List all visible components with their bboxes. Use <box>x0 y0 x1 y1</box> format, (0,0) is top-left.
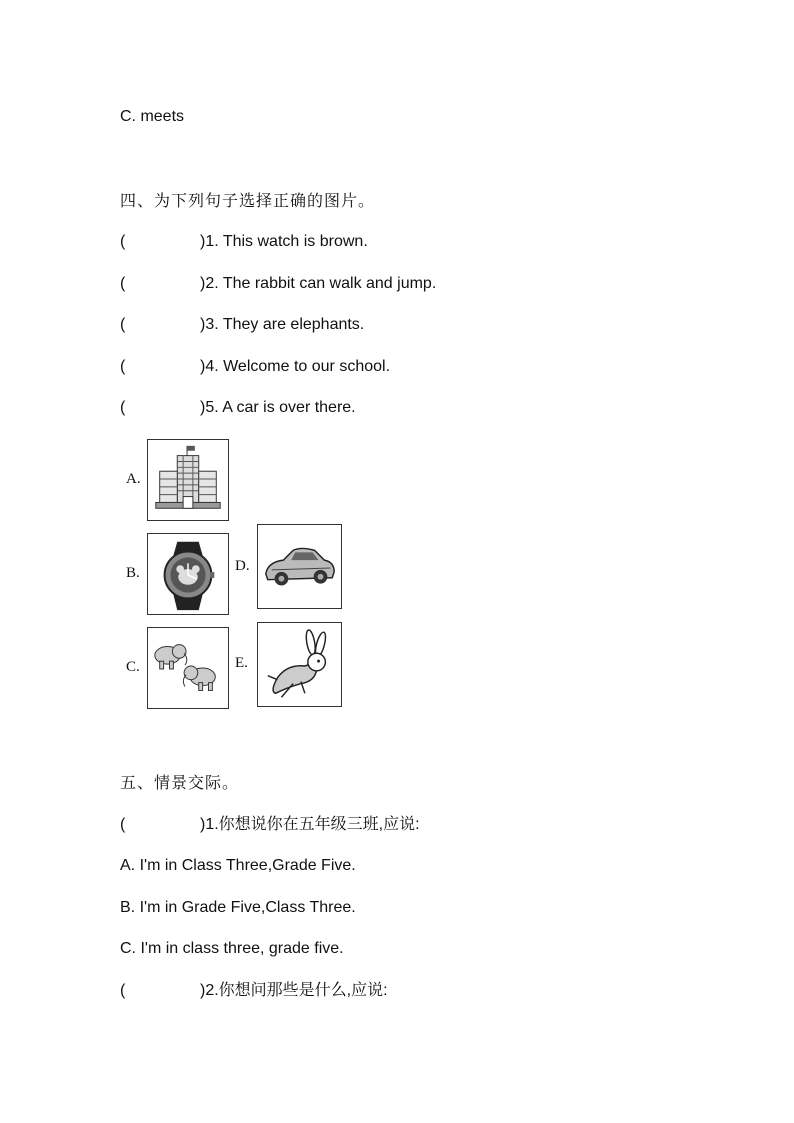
picture-b <box>147 533 229 615</box>
answer-blank[interactable]: ( <box>120 358 126 375</box>
answer-blank[interactable]: ( <box>120 982 126 999</box>
question-text: )2. The rabbit can walk and jump. <box>200 275 437 292</box>
section-five-heading: 五、情景交际。 <box>120 773 240 792</box>
section-four-heading: 四、为下列句子选择正确的图片。 <box>120 191 376 210</box>
question-text: )1.你想说你在五年级三班,应说: <box>200 816 420 833</box>
previous-option-c: C. meets <box>120 108 185 125</box>
picture-e-label: E. <box>235 655 248 671</box>
question-text: )2.你想问那些是什么,应说: <box>200 982 388 999</box>
picture-e <box>257 622 342 707</box>
school-building-icon <box>148 440 228 520</box>
situation-question-1 <box>120 815 420 835</box>
car-icon <box>258 525 341 608</box>
question-4-school <box>120 357 390 377</box>
answer-blank[interactable]: ( <box>120 399 126 416</box>
question-3-elephants <box>120 315 364 335</box>
picture-a <box>147 439 229 521</box>
rabbit-icon <box>258 623 341 706</box>
question-1-watch <box>120 232 368 252</box>
question-text: )3. They are elephants. <box>200 316 365 333</box>
answer-blank[interactable]: ( <box>120 816 126 833</box>
answer-blank[interactable]: ( <box>120 233 126 250</box>
situation-question-2 <box>120 981 388 1001</box>
picture-a-label: A. <box>126 471 141 487</box>
picture-c <box>147 627 229 709</box>
question-2-rabbit <box>120 274 436 294</box>
picture-b-label: B. <box>126 565 140 581</box>
picture-c-label: C. <box>126 659 140 675</box>
q1-option-c: C. I'm in class three, grade five. <box>120 940 344 957</box>
picture-d-label: D. <box>235 558 250 574</box>
q1-option-a: A. I'm in Class Three,Grade Five. <box>120 857 356 874</box>
question-text: )4. Welcome to our school. <box>200 358 391 375</box>
answer-blank[interactable]: ( <box>120 316 126 333</box>
elephants-icon <box>148 628 228 708</box>
question-5-car <box>120 398 356 418</box>
question-text: )5. A car is over there. <box>200 399 356 416</box>
picture-d <box>257 524 342 609</box>
wristwatch-icon <box>148 534 228 614</box>
q1-option-b: B. I'm in Grade Five,Class Three. <box>120 899 356 916</box>
question-text: )1. This watch is brown. <box>200 233 368 250</box>
answer-blank[interactable]: ( <box>120 275 126 292</box>
